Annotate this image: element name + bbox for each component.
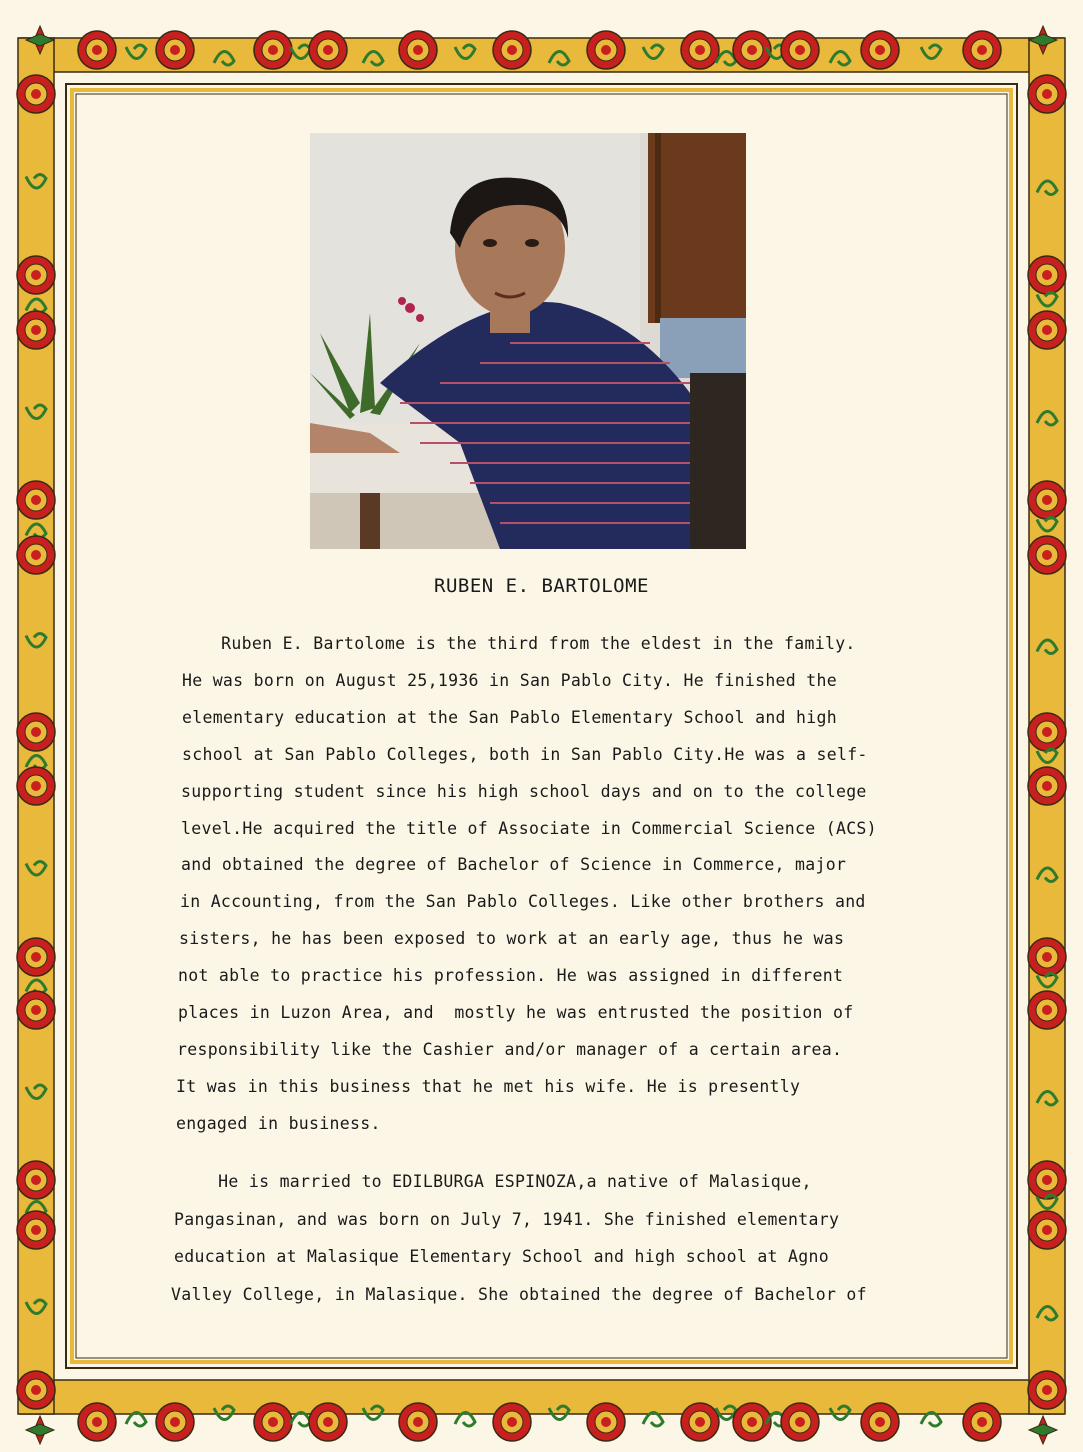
paragraph-line: Ruben E. Bartolome is the third from the eldest in the family.	[170, 634, 856, 653]
rosette-center	[31, 1175, 41, 1185]
corner-fleur-icon	[1029, 1424, 1057, 1436]
rosette-center	[268, 45, 278, 55]
rosette-center	[795, 45, 805, 55]
portrait-photo	[310, 133, 746, 549]
rosette-center	[413, 1417, 423, 1427]
paragraph-line: level.He acquired the title of Associate in Commercial Science (ACS)	[181, 818, 877, 838]
rosette-center	[1042, 89, 1052, 99]
paragraph-line: in Accounting, from the San Pablo Colleges. Like other brothers and	[180, 892, 866, 912]
rosette-center	[323, 45, 333, 55]
paragraph-line: elementary education at the San Pablo Elementary School and high	[182, 707, 837, 727]
rosette-center	[1042, 550, 1052, 560]
rosette-center	[977, 45, 987, 55]
rosette-center	[507, 45, 517, 55]
rosette-center	[601, 1417, 611, 1427]
rosette-center	[92, 1417, 102, 1427]
rosette-center	[1042, 1175, 1052, 1185]
rosette-center	[323, 1417, 333, 1427]
rosette-center	[31, 952, 41, 962]
rosette-center	[695, 1417, 705, 1427]
rosette-center	[1042, 1225, 1052, 1235]
paragraph-line: sisters, he has been exposed to work at an early age, thus he was	[179, 929, 845, 949]
person-name-heading: RUBEN E. BARTOLOME	[434, 575, 649, 597]
rosette-center	[1042, 781, 1052, 791]
paragraph-line: He was born on August 25,1936 in San Pablo City. He finished the	[182, 670, 837, 690]
rosette-center	[31, 270, 41, 280]
paragraph-line: responsibility like the Cashier and/or manager of a certain area.	[177, 1039, 843, 1059]
rosette-center	[170, 1417, 180, 1427]
rosette-center	[507, 1417, 517, 1427]
rosette-center	[31, 550, 41, 560]
corner-fleur-icon	[26, 1424, 54, 1436]
rosette-center	[875, 45, 885, 55]
rosette-center	[31, 325, 41, 335]
rosette-center	[1042, 952, 1052, 962]
rosette-center	[747, 1417, 757, 1427]
rosette-center	[1042, 727, 1052, 737]
rosette-center	[31, 1385, 41, 1395]
paragraph-line: Pangasinan, and was born on July 7, 1941. She finished elementary	[174, 1209, 840, 1229]
rosette-center	[695, 45, 705, 55]
rosette-center	[977, 1417, 987, 1427]
paragraph-line: It was in this business that he met his wife. He is presently	[176, 1076, 801, 1096]
paragraph-line: He is married to EDILBURGA ESPINOZA,a native of Malasique,	[167, 1172, 812, 1191]
rosette-center	[31, 727, 41, 737]
rosette-center	[92, 45, 102, 55]
paragraph-line: school at San Pablo Colleges, both in San Pablo City.He was a self-	[182, 744, 868, 764]
rosette-center	[31, 1225, 41, 1235]
rosette-center	[747, 45, 757, 55]
rosette-center	[268, 1417, 278, 1427]
rosette-center	[1042, 1005, 1052, 1015]
rosette-center	[31, 495, 41, 505]
paragraph-line: engaged in business.	[176, 1113, 381, 1133]
paragraph-line: education at Malasique Elementary School and high school at Agno	[174, 1247, 829, 1267]
paragraph-line: supporting student since his high school days and on to the college	[181, 781, 867, 801]
rosette-center	[795, 1417, 805, 1427]
paragraph-line: not able to practice his profession. He was assigned in different	[178, 966, 844, 986]
rosette-center	[413, 45, 423, 55]
rosette-center	[1042, 1385, 1052, 1395]
rosette-center	[1042, 325, 1052, 335]
paragraph-line: places in Luzon Area, and mostly he was entrusted the position of	[178, 1003, 854, 1022]
rosette-center	[170, 45, 180, 55]
rosette-center	[31, 89, 41, 99]
rosette-center	[31, 781, 41, 791]
paragraph-line: Valley College, in Malasique. She obtained the degree of Bachelor of	[171, 1285, 867, 1305]
rosette-center	[31, 1005, 41, 1015]
rosette-center	[1042, 495, 1052, 505]
paragraph-line: and obtained the degree of Bachelor of Science in Commerce, major	[181, 855, 847, 875]
rosette-center	[1042, 270, 1052, 280]
rosette-center	[875, 1417, 885, 1427]
rosette-center	[601, 45, 611, 55]
